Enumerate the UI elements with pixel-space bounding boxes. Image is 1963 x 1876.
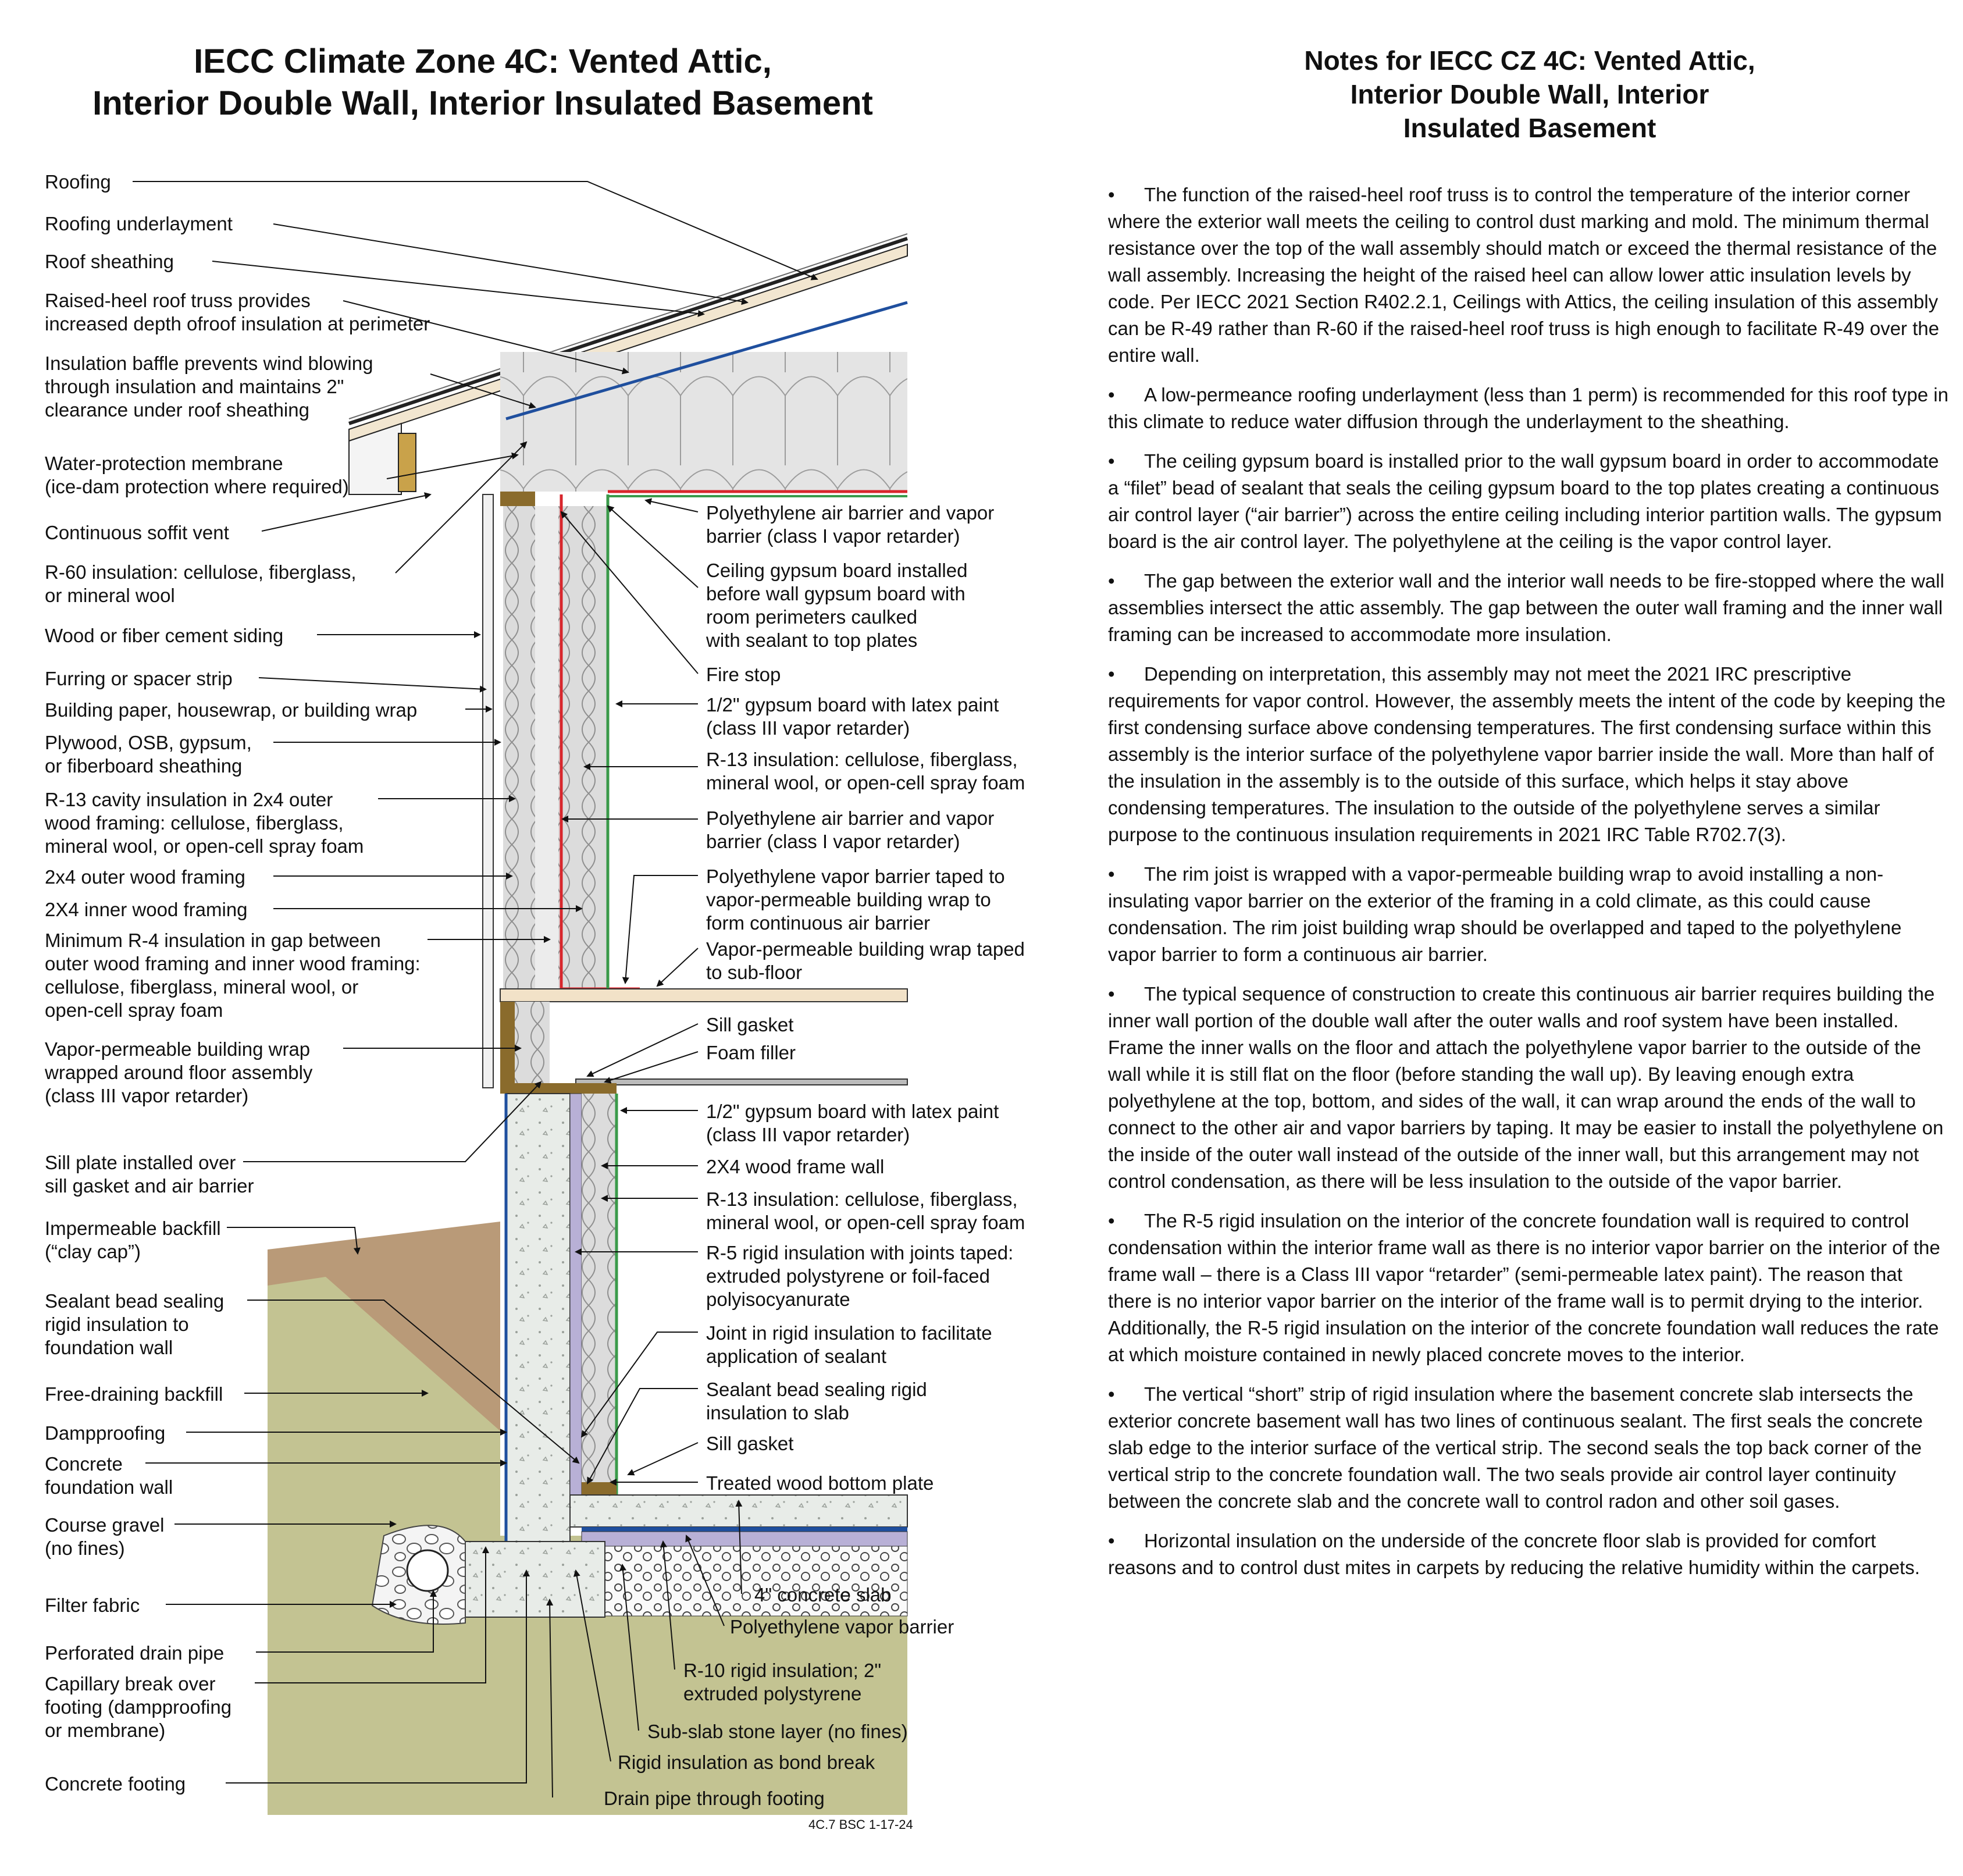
title-line: IECC Climate Zone 4C: Vented Attic, [194,42,772,80]
callout-label-line: outer wood framing and inner wood framing: [45,953,421,974]
callout-label-line: Water-protection membrane [45,453,283,474]
callout-label-line: 2x4 outer wood framing [45,866,245,888]
title-line: Notes for IECC CZ 4C: Vented Attic, [1304,45,1755,76]
callout-label-line: Sealant bead sealing rigid [706,1379,927,1400]
callout-label [45,1383,223,1405]
bullet-icon: • [1108,663,1115,685]
callout-label [45,699,417,721]
callout-label-line: Sub-slab stone layer (no fines) [647,1721,908,1742]
bullet-icon: • [1108,1383,1115,1405]
callout-label [618,1752,875,1773]
callout-label-line: rigid insulation to [45,1313,189,1335]
title-line: Interior Double Wall, Interior Insulated Basement [92,84,873,122]
callout-label-line: Plywood, OSB, gypsum, [45,732,252,753]
callout-label-line: Treated wood bottom plate [706,1472,934,1494]
callout-label-line: application of sealant [706,1345,887,1367]
sub-slab-stone [605,1546,907,1616]
callout-label-line: 1/2" gypsum board with latex paint [706,1101,999,1122]
callout-label [706,1014,793,1035]
floor-insulation [515,1002,550,1089]
note-item [1108,981,1948,1195]
callout-label [44,1038,313,1106]
callout-label-line: Drain pipe through footing [604,1788,825,1809]
callout-label [45,1422,165,1444]
note-text: The vertical “short” strip of rigid insulation where the basement concrete slab intersects the exterior concrete basement wall has two lines of continuous sealant. The first seals the concrete slab edge to the interior surface of the vertical strip. The second seals the top back corner of the vertical strip to the concrete foundation wall. The two seals provide air control layer continuity between the concrete slab and the concrete wall to control radon and other soil gases. [1108,1383,1923,1512]
callout-label [706,749,1025,793]
callout-label [706,664,781,685]
note-text: The rim joist is wrapped with a vapor-permeable building wrap to avoid installing a non-insulating vapor barrier on the exterior of the framing in a cold climate, as this could cause condensation. The rim joist building wrap should be overlapped and taped to the polyethylene vapor barrier to form a continuous air barrier. [1108,863,1902,965]
callout-label [706,560,967,651]
callout-label-line: (class III vapor retarder) [706,1124,910,1145]
callout-label [45,1152,254,1197]
callout-label-line: barrier (class I vapor retarder) [706,525,960,547]
callout-label-line: extruded polystyrene [683,1683,862,1704]
title-line: Interior Double Wall, Interior [1350,79,1709,109]
callout-label [706,1188,1025,1233]
callout-label-line: Ceiling gypsum board installed [706,560,968,581]
note-item [1108,861,1948,968]
basement-ceiling [576,1079,907,1085]
note-item [1108,568,1948,648]
outer-top-plate [500,492,535,506]
callout-label-line: Raised-heel roof truss provides [45,290,311,311]
callout-label [45,171,111,193]
callout-label [45,1514,164,1559]
callout-label [706,502,994,547]
callout-label [45,1673,231,1741]
callout-label [604,1788,825,1809]
note-text: The function of the raised-heel roof truss is to control the temperature of the interior corner where the exterior wall meets the ceiling to control dust marking and mold. The minimum thermal resistance over the top of the wall assembly should match or exceed the thermal resistance of the wall assembly. Increasing the height of the raised heel can allow lower attic insulation levels by code. Per IECC 2021 Section R402.2.1, Ceilings with Attics, the ceiling insulation of this assembly can be R-49 rather than R-60 if the raised-heel roof truss is high enough to facilitate R-49 over the entire wall. [1108,184,1939,366]
callout-label [45,213,233,234]
callout-label [730,1616,954,1638]
note-item [1108,1381,1948,1515]
callout-label-line: open-cell spray foam [45,999,223,1021]
callout-label-line: footing (dampproofing [45,1696,232,1718]
callout-label [706,1242,1013,1310]
callout-label-line: Polyethylene air barrier and vapor [706,807,995,829]
callout-label-line: Dampproofing [45,1422,166,1444]
rigid-insulation-r5 [570,1094,582,1495]
callout-label-line: barrier (class I vapor retarder) [706,831,960,852]
callout-label-line: 1/2" gypsum board with latex paint [706,694,999,715]
callout-label-line: through insulation and maintains 2" [45,376,344,397]
callout-label-line: insulation to slab [706,1402,849,1423]
callout-label-line: Sill gasket [706,1014,794,1035]
callout-label [44,789,364,857]
floor-deck [500,989,907,1002]
slab-poly [582,1527,907,1532]
callout-label-line: (class III vapor retarder) [706,717,910,739]
callout-label-line: 2X4 inner wood framing [45,899,248,920]
bullet-icon: • [1108,1210,1115,1231]
callout-label [45,1453,173,1498]
callout-label [45,668,233,689]
callout-label [45,290,430,334]
bottom-plate [582,1482,617,1495]
callout-label-line: R-60 insulation: cellulose, fiberglass, [45,561,357,583]
callout-label-line: Rigid insulation as bond break [618,1752,875,1773]
callout-label-line: Sill plate installed over [45,1152,236,1173]
callout-label-line: Vapor-permeable building wrap taped [706,938,1025,960]
bullet-icon: • [1108,1530,1115,1551]
bullet-icon: • [1108,184,1115,205]
callout-label-line: Roofing underlayment [45,213,233,234]
note-item [1108,382,1948,435]
callout-label-line: R-13 cavity insulation in 2x4 outer [45,789,333,810]
callout-label-line: before wall gypsum board with [706,583,966,604]
callout-label-line: Vapor-permeable building wrap [45,1038,311,1060]
rim-joist [500,1002,515,1089]
title-line: Insulated Basement [1403,113,1656,143]
callout-label [45,1773,186,1795]
gap-insulation [535,506,558,989]
callout-label-line: mineral wool, or open-cell spray foam [706,1212,1025,1233]
callout-label [706,866,1005,934]
callout-label-line: Filter fabric [45,1594,140,1616]
callout-label-line: with sealant to top plates [706,629,918,651]
callout-label-line: Sealant bead sealing [45,1290,225,1312]
bullet-icon: • [1108,863,1115,885]
drain-pipe [407,1550,448,1591]
callout-label [706,1472,934,1494]
callout-label-line: clearance under roof sheathing [45,399,309,421]
callout-label [706,807,994,852]
callout-label-line: Course gravel [45,1514,165,1536]
bullet-icon: • [1108,570,1115,592]
bullet-icon: • [1108,983,1115,1005]
callout-label-line: Sill gasket [706,1433,794,1454]
callout-label [45,732,252,777]
sill-plate [500,1083,617,1094]
callout-label [706,1322,992,1367]
callout-label-line: R-10 rigid insulation; 2" [683,1660,882,1681]
outer-wall-insulation [503,506,535,989]
callout-label [45,453,349,497]
callout-label-line: mineral wool, or open-cell spray foam [706,772,1025,793]
note-text: Depending on interpretation, this assembly may not meet the 2021 IRC prescriptive requirements for vapor control. However, the assembly meets the intent of the code by keeping the first condensing surface above condensing temperatures. The first condensing surface within this assembly is the interior surface of the polyethylene vapor barrier inside the wall. More than half of the insulation in the assembly is to the outside of this surface, which helps it stay above condensing temperatures. The insulation to the outside of the polyethylene serves a similar purpose to the continuous insulation requirements in 2021 IRC Table R702.7(3). [1108,663,1946,845]
callout-label [45,251,174,272]
callout-label [45,561,357,606]
callout-label-line: Foam filler [706,1042,796,1063]
diagram-title [52,41,913,124]
callout-label [706,938,1025,983]
callout-label-line: 4" concrete slab [754,1584,892,1606]
note-text: Horizontal insulation on the underside of the concrete floor slab is provided for comfort reasons and to control dust mites in carpets by reducing the relative humidity within the carpets. [1108,1530,1920,1578]
callout-label [45,625,283,646]
callout-label-line: (“clay cap”) [45,1241,141,1262]
callout-label-line: mineral wool, or open-cell spray foam [45,835,364,857]
callout-label-line: Wood or fiber cement siding [45,625,284,646]
callout-label-line: to sub-floor [706,962,803,983]
callout-label-line: cellulose, fiberglass, mineral wool, or [45,976,359,998]
callout-label [706,1156,884,1177]
callout-label-line: Capillary break over [45,1673,216,1695]
callout-label-line: form continuous air barrier [706,912,931,934]
note-text: A low-permeance roofing underlayment (less than 1 perm) is recommended for this roof type in this climate to reduce water diffusion through the underlayment to the sheathing. [1108,384,1948,432]
inner-wall-insulation [558,506,608,989]
callout-label-line: Impermeable backfill [45,1218,221,1239]
callout-label [45,930,421,1021]
callout-label [45,353,373,421]
callout-label-line: or fiberboard sheathing [45,755,243,777]
callout-label-line: (class III vapor retarder) [45,1085,249,1106]
callout-label [706,1101,999,1145]
callout-label-line: foundation wall [45,1337,173,1358]
callout-label-line: Continuous soffit vent [45,522,229,543]
note-item [1108,661,1948,848]
attic-insulation [500,352,907,492]
callout-label-line: Polyethylene vapor barrier [730,1616,954,1638]
callout-label-line: sill gasket and air barrier [45,1175,254,1197]
callout-label [45,899,248,920]
callout-label-line: Insulation baffle prevents wind blowing [45,353,373,374]
callout-label [45,1290,224,1358]
note-text: The gap between the exterior wall and the interior wall needs to be fire-stopped where the wall assemblies intersect the attic assembly. The gap between the outer wall framing and the inner wall framing can be increased to accommodate more insulation. [1108,570,1944,645]
callout-label-line: wrapped around floor assembly [45,1062,313,1083]
bullet-icon: • [1108,384,1115,405]
callout-label-line: vapor-permeable building wrap to [706,889,991,910]
callout-label-line: extruded polystyrene or foil-faced [706,1265,990,1287]
callout-label [45,1594,140,1616]
callout-label [45,522,229,543]
callout-label-line: Polyethylene air barrier and vapor [706,502,995,524]
note-text: The typical sequence of construction to create this continuous air barrier requires building the inner wall portion of the double wall after the outer walls and roof system have been installed. Frame the inner walls on the floor and attach the polyethylene vapor barrier to the outside of the wall while it is still flat on the floor (before standing the wall up). By leaving enough extra polyethylene at the top, bottom, and sides of the wall, it can wrap around the ends of the wall to connect to the other air and vapor barriers by taping. It may be easier to install the polyethylene on the inside of the outer wall instead of the outside of the inner wall, but this arrangement may not control condensation, as there will be less insulation to the outside of the vapor barrier. [1108,983,1944,1192]
callout-label-line: Concrete [45,1453,123,1475]
callout-label-line: Free-draining backfill [45,1383,223,1405]
callout-label-line: room perimeters caulked [706,606,918,628]
wall-section-diagram [0,163,1076,1815]
callout-label-line: foundation wall [45,1476,173,1498]
bullet-icon: • [1108,450,1115,472]
callout-label [706,1042,796,1063]
callout-label [706,1433,793,1454]
note-item [1108,1208,1948,1368]
callout-label-line: R-13 insulation: cellulose, fiberglass, [706,1188,1018,1210]
callout-label-line: R-5 rigid insulation with joints taped: [706,1242,1014,1263]
concrete-foundation-wall [506,1094,570,1542]
callout-label-line: increased depth ofroof insulation at perimeter [45,313,430,334]
callout-label [45,1218,221,1262]
callout-label-line: Concrete footing [45,1773,186,1795]
callout-label [45,1642,224,1664]
callout-label-line: polyisocyanurate [706,1288,850,1310]
callout-label-line: 2X4 wood frame wall [706,1156,885,1177]
callout-label-line: Roof sheathing [45,251,174,272]
callout-label-line: Fire stop [706,664,781,685]
callout-label [45,866,245,888]
siding [483,494,493,1088]
fascia-block [398,433,416,492]
callout-label-line: or membrane) [45,1720,166,1741]
sub-slab-insulation [582,1532,907,1546]
callout-label [706,1379,927,1423]
callout-label-line: or mineral wool [45,585,175,606]
callout-label-line: Building paper, housewrap, or building wrap [45,699,418,721]
notes-title [1102,44,1957,145]
callout-label-line: (ice-dam protection where required) [45,476,349,497]
notes-list [1108,181,1948,1594]
note-item [1108,181,1948,369]
callout-label [647,1721,908,1742]
note-item [1108,1528,1948,1581]
callout-label-line: Furring or spacer strip [45,668,233,689]
callout-label [706,694,999,739]
callout-label-line: R-13 insulation: cellulose, fiberglass, [706,749,1018,770]
callout-label-line: Polyethylene vapor barrier taped to [706,866,1005,887]
document-id: 4C.7 BSC 1-17-24 [808,1817,913,1832]
callout-label-line: Roofing [45,171,111,193]
note-item [1108,448,1948,555]
callout-label-line: Minimum R-4 insulation in gap between [45,930,381,951]
note-text: The R-5 rigid insulation on the interior of the concrete foundation wall is required to control condensation within the interior frame wall as there is no interior vapor barrier on the interior of the frame wall – there is a Class III vapor “retarder” (semi-permeable latex paint). The reason that there is no interior vapor barrier on the interior of the frame wall is to permit drying to the interior. Additionally, the R-5 rigid insulation on the interior of the concrete foundation wall reduces the rate at which moisture contained in newly placed concrete moves to the interior. [1108,1210,1940,1365]
callout-label-line: Joint in rigid insulation to facilitate [706,1322,992,1344]
basement-frame-insulation [582,1094,617,1495]
callout-label [754,1584,892,1606]
callout-label-line: wood framing: cellulose, fiberglass, [45,812,344,834]
callout-label-line: Perforated drain pipe [45,1642,225,1664]
callout-label-line: (no fines) [45,1537,125,1559]
note-text: The ceiling gypsum board is installed prior to the wall gypsum board in order to accommodate a “filet” bead of sealant that seals the ceiling gypsum board to the top plates creating a continuous air control layer (“air barrier”) across the entire ceiling including interior partition walls. The gypsum board is the air control layer. The polyethylene at the ceiling is the vapor control layer. [1108,450,1942,552]
